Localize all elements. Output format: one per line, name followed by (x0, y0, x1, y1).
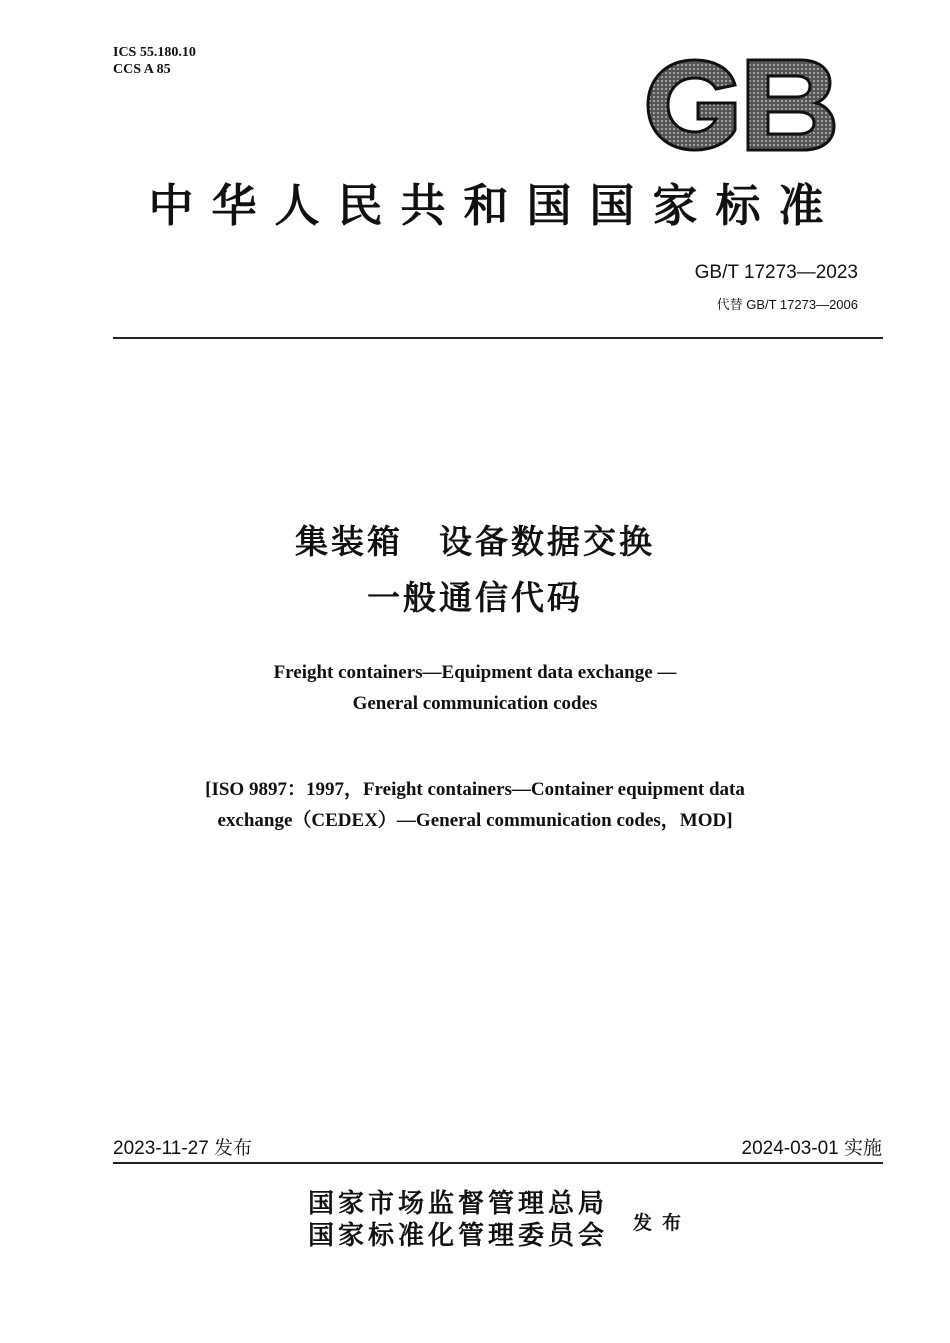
chinese-title-line-2: 一般通信代码 (367, 578, 583, 617)
replaces-standard: 代替 GB/T 17273—2006 (716, 297, 858, 312)
iso-reference-line-1: [ISO 9897：1997，Freight containers—Container equipment data (205, 779, 745, 800)
standard-category-title: 中华人民共和国国家标准 (148, 179, 842, 232)
english-title (0, 657, 950, 719)
gb-logo (640, 55, 840, 155)
chinese-title-line-1: 集装箱 设备数据交换 (295, 522, 655, 561)
publish-label: 发布 (633, 1212, 692, 1234)
issue-date: 2023-11-27 发布 (113, 1138, 253, 1159)
iso-reference (0, 774, 950, 836)
english-title-line-1: Freight containers—Equipment data exchange — (273, 662, 677, 683)
english-title-line-2: General communication codes (352, 693, 598, 714)
top-divider (113, 337, 883, 339)
issuer-samr: 国家市场监督管理总局 (308, 1189, 609, 1219)
bottom-divider (113, 1162, 883, 1164)
issuing-organizations (308, 1188, 608, 1252)
standard-number: GB/T 17273—2023 (694, 262, 858, 283)
ccs-code: CCS A 85 (113, 62, 171, 77)
effective-date: 2024-03-01 实施 (741, 1138, 882, 1159)
iso-reference-line-2: exchange（CEDEX）—General communication codes，MOD] (217, 810, 733, 831)
issuer-sac: 国家标准化管理委员会 (308, 1221, 609, 1251)
ics-code: ICS 55.180.10 (113, 45, 196, 60)
classification-codes (113, 44, 196, 78)
